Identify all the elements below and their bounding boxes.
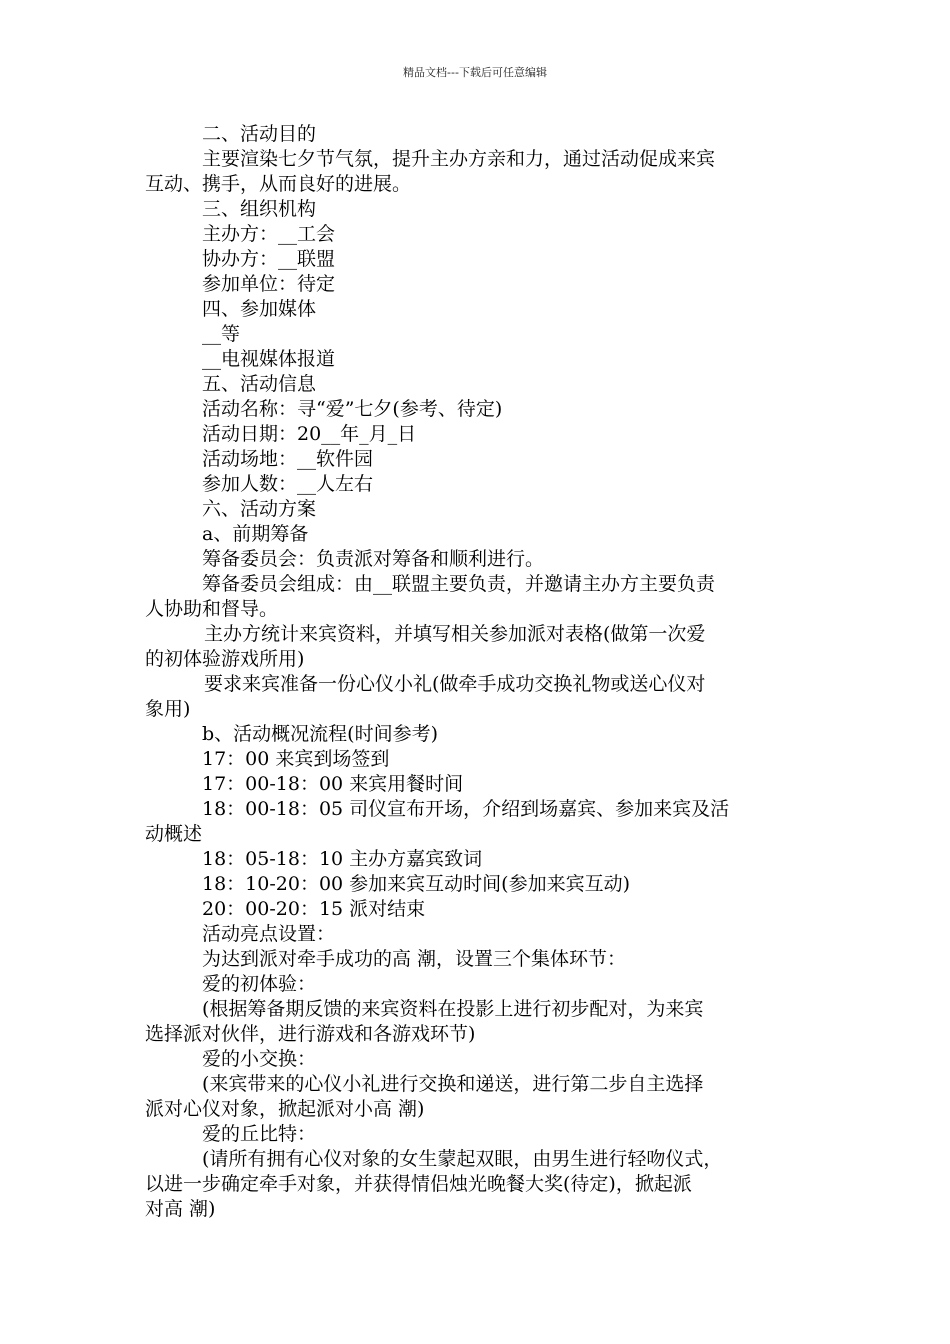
- text-line: 18：00-18：05 司仪宣布开场，介绍到场嘉宾、参加来宾及活: [202, 798, 730, 820]
- text-line: 以进一步确定牵手对象，并获得情侣烛光晚餐大奖(待定)，掀起派: [145, 1173, 692, 1195]
- text-line: 象用): [145, 698, 191, 720]
- text-line: __电视媒体报道: [202, 348, 336, 370]
- text-line: __等: [202, 323, 241, 345]
- text-line: 为达到派对牵手成功的高 潮，设置三个集体环节：: [202, 948, 627, 970]
- text-line: 的初体验游戏所用): [145, 648, 305, 670]
- text-line: 18：05-18：10 主办方嘉宾致词: [202, 848, 483, 870]
- text-line: 主要渲染七夕节气氛，提升主办方亲和力，通过活动促成来宾: [202, 148, 716, 170]
- text-line: 派对心仪对象，掀起派对小高 潮): [145, 1098, 425, 1120]
- text-line: 要求来宾准备一份心仪小礼(做牵手成功交换礼物或送心仪对: [204, 673, 706, 695]
- page-header: 精品文档---下载后可任意编辑: [403, 66, 547, 79]
- text-line: 爱的小交换：: [202, 1048, 317, 1070]
- text-line: 协办方：__联盟: [202, 248, 336, 270]
- text-line: b、活动概况流程(时间参考): [202, 723, 438, 745]
- text-line: 活动亮点设置：: [202, 923, 336, 945]
- text-line: (根据筹备期反馈的来宾资料在投影上进行初步配对，为来宾: [202, 998, 704, 1020]
- text-line: 20：00-20：15 派对结束: [202, 898, 426, 920]
- text-line: 互动、携手，从而良好的进展。: [145, 173, 412, 195]
- text-line: 17：00 来宾到场签到: [202, 748, 390, 770]
- text-line: 活动日期：20__年_月_日: [202, 423, 417, 445]
- text-line: (来宾带来的心仪小礼进行交换和递送，进行第二步自主选择: [202, 1073, 704, 1095]
- text-line: 爱的初体验：: [202, 973, 317, 995]
- text-line: 筹备委员会：负责派对筹备和顺利进行。: [202, 548, 545, 570]
- text-line: 筹备委员会组成：由__联盟主要负责，并邀请主办方主要负责: [202, 573, 716, 595]
- text-line: 18：10-20：00 参加来宾互动时间(参加来宾互动): [202, 873, 630, 895]
- text-line: 活动名称：寻“爱”七夕(参考、待定): [202, 398, 503, 420]
- text-line: 二、活动目的: [202, 123, 317, 145]
- text-line: 参加人数：__人左右: [202, 473, 374, 495]
- text-line: 活动场地：__软件园: [202, 448, 374, 470]
- text-line: 四、参加媒体: [202, 298, 317, 320]
- text-line: 主办方统计来宾资料，并填写相关参加派对表格(做第一次爱: [204, 623, 706, 645]
- text-line: 对高 潮): [145, 1198, 216, 1220]
- document-body: [145, 122, 820, 1222]
- text-line: (请所有拥有心仪对象的女生蒙起双眼，由男生进行轻吻仪式，: [202, 1148, 723, 1170]
- text-line: 爱的丘比特：: [202, 1123, 317, 1145]
- text-line: 动概述: [145, 823, 203, 845]
- text-line: 17：00-18：00 来宾用餐时间: [202, 773, 464, 795]
- text-line: 主办方：__工会: [202, 223, 336, 245]
- text-line: 六、活动方案: [202, 498, 317, 520]
- text-line: 选择派对伙伴，进行游戏和各游戏环节): [145, 1023, 476, 1045]
- text-line: 三、组织机构: [202, 198, 317, 220]
- text-line: 五、活动信息: [202, 373, 317, 395]
- text-line: 参加单位：待定: [202, 273, 336, 295]
- text-line: a、前期筹备: [202, 523, 309, 545]
- text-line: 人协助和督导。: [145, 598, 279, 620]
